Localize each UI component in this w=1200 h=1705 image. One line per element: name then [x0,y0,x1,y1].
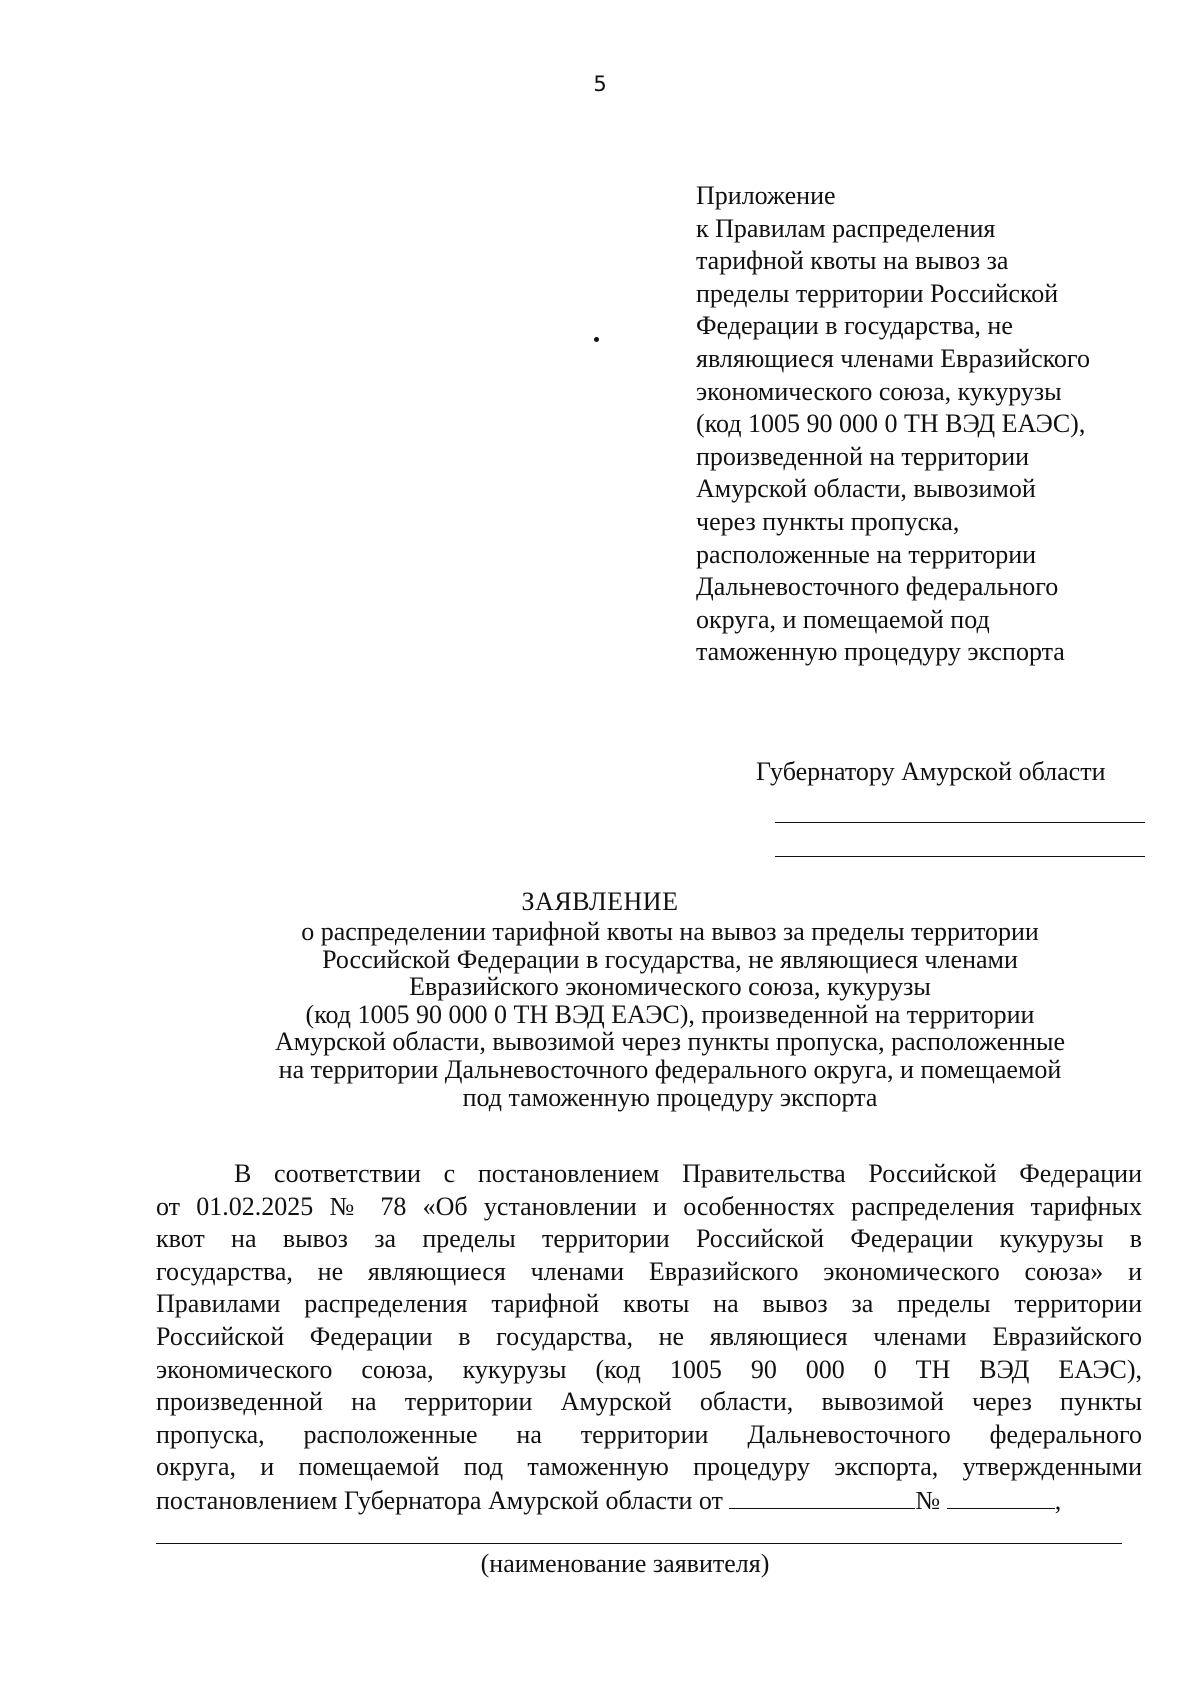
subtitle-line: о распределении тарифной квоты на вывоз за пределы территории [301,917,1039,946]
body-line: пропуска, расположенные на территории Дальневосточного федерального [156,1419,1142,1449]
appendix-line: таможенную процедуру экспорта [696,637,1065,667]
trailing-comma: , [1054,1485,1062,1515]
subtitle-line: Евразийского экономического союза, кукурузы [409,972,931,1002]
document-title: ЗАЯВЛЕНИЕ [521,887,679,916]
appendix-line: Дальневосточного федерального [696,572,1059,602]
applicant-caption: (наименование заявителя) [480,1549,770,1578]
body-line: Российской Федерации в государства, не являющиеся членами Евразийского [156,1321,1142,1351]
appendix-line: (код 1005 90 000 0 ТН ВЭД ЕАЭС), [696,409,1086,439]
appendix-line: Приложение [696,181,836,210]
resolution-number-blank[interactable] [947,1484,1055,1509]
appendix-line: произведенной на территории [696,441,1030,471]
body-line: произведенной на территории Амурской области, вывозимой через пункты [156,1387,1142,1417]
body-line: округа, и помещаемой под таможенную процедуру экспорта, утвержденными [156,1452,1142,1482]
appendix-line: через пункты пропуска, [696,506,960,536]
appendix-line: расположенные на территории [696,539,1037,569]
appendix-line: Федерации в государства, не [696,311,1013,341]
body-line: В соответствии с постановлением Правительства Российской Федерации [234,1159,1142,1188]
body-last-line-text: постановлением Губернатора Амурской области от [156,1485,723,1515]
body-last-line [156,1484,1142,1517]
body-line: квот на вывоз за пределы территории Российской Федерации кукурузы в [156,1224,1142,1254]
appendix-heading [696,180,1156,669]
appendix-line: экономического союза, кукурузы [696,376,1062,406]
subtitle-line: (код 1005 90 000 0 ТН ВЭД ЕАЭС), произведенной на территории [305,999,1035,1029]
appendix-line: пределы территории Российской [696,278,1059,308]
appendix-line: являющиеся членами Евразийского [696,343,1090,373]
subtitle-line: под таможенную процедуру экспорта [462,1082,878,1112]
body-line: экономического союза, кукурузы (код 1005 90 000 0 ТН ВЭД ЕАЭС), [156,1354,1142,1384]
subtitle-line: Российской Федерации в государства, не являющиеся членами [322,944,1018,974]
appendix-line: тарифной квоты на вывоз за [696,246,1009,276]
scan-artifact-dot [594,337,599,342]
appendix-line: Амурской области, вывозимой [696,474,1036,504]
appendix-line: округа, и помещаемой под [696,604,990,634]
body-line: Правилами распределения тарифной квоты на вывоз за пределы территории [156,1289,1142,1319]
body-line: от 01.02.2025 № 78 «Об установлении и особенностях распределения тарифных [156,1191,1142,1221]
body-line: государства, не являющиеся членами Евразийского экономического союза» и [156,1256,1142,1286]
page-number: 5 [593,72,607,96]
subtitle-line: Амурской области, вывозимой через пункты пропуска, расположенные [274,1027,1066,1057]
appendix-line: к Правилам распределения [696,213,996,243]
resolution-date-blank[interactable] [729,1484,915,1509]
number-sign: № [915,1485,941,1515]
subtitle-line: на территории Дальневосточного федерального округа, и помещаемой [278,1054,1062,1084]
body-paragraph [156,1158,1142,1517]
applicant-name-blank[interactable] [156,1543,1122,1544]
document-subtitle [170,918,1170,1111]
addressee: Губернатору Амурской области [756,757,1106,786]
addressee-blank-line-1[interactable] [775,822,1145,823]
addressee-blank-line-2[interactable] [775,856,1145,857]
